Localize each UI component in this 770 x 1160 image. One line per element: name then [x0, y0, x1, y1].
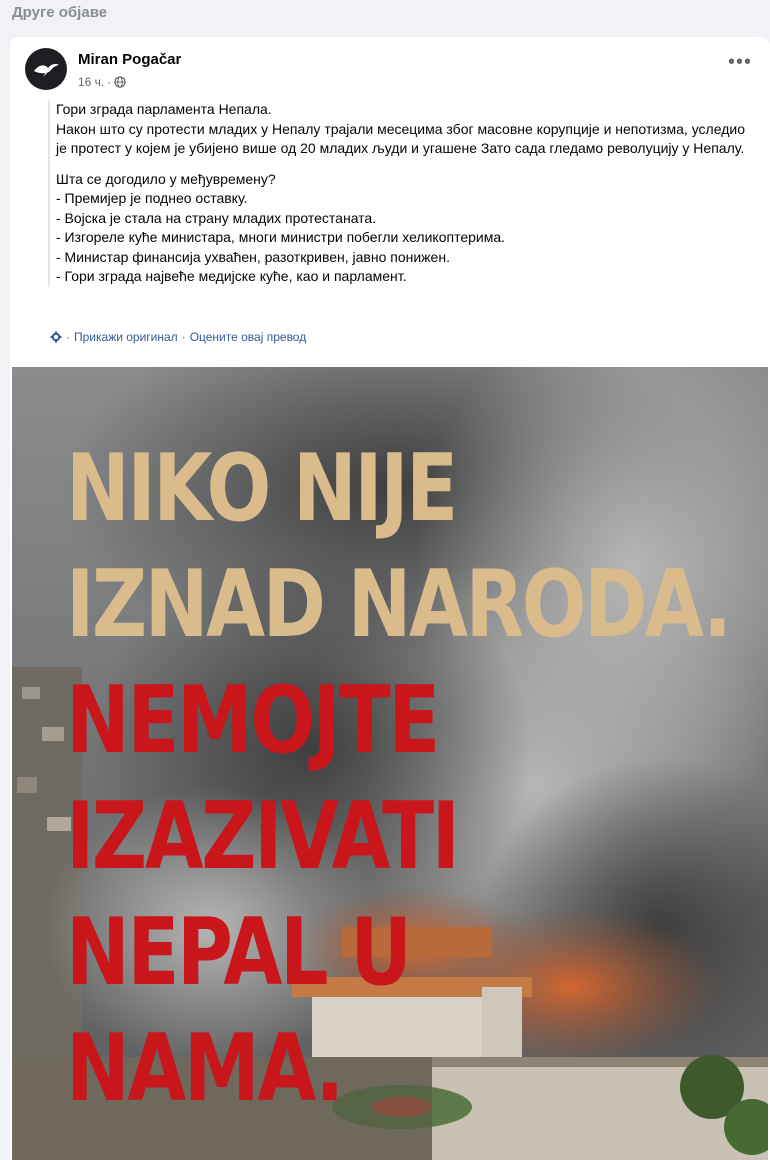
avatar[interactable]	[25, 48, 67, 90]
post-header	[10, 37, 770, 99]
post-text	[48, 100, 756, 287]
slogan-line-2: IZNAD NARODA.	[66, 550, 730, 658]
slogan-line-3: NEMOJTE	[66, 666, 438, 774]
list-item: - Премијер је поднео оставку.	[56, 190, 248, 206]
list-item: - Изгореле куће министара, многи министри побегли хеликоптерима.	[56, 229, 506, 245]
gear-icon	[50, 331, 62, 343]
list-item: - Војска је стала на страну младих протестаната.	[56, 209, 377, 226]
list-item: - Гори зграда највеће медијске куће, као и парламент.	[56, 268, 407, 284]
meta-separator: ·	[107, 75, 112, 89]
slogan-line-4: IZAZIVATI	[66, 782, 458, 890]
show-original-link[interactable]: Прикажи оригинал	[74, 330, 178, 344]
post-card	[10, 37, 770, 1160]
bird-logo-icon	[32, 59, 60, 79]
more-options-button[interactable]: •••	[727, 51, 752, 73]
translation-row: · Прикажи оригинал · Оцените овај превод	[50, 330, 306, 344]
rate-translation-link[interactable]: Оцените овај превод	[189, 330, 307, 344]
list-item: - Министар финансија ухваћен, разоткривен, јавно понижен.	[56, 248, 450, 265]
post-time[interactable]: 16 ч.	[78, 75, 105, 89]
list-heading: Шта се догодило у међувремену?	[56, 170, 276, 187]
post-paragraph-2: Након што су протести младих у Непалу трајали месецима због масовне корупције и непотизма, уследио је протест у којем је убијено више од 20 младих људи и угашене Зато сада гледамо револуцију у Непалу.	[56, 120, 745, 156]
section-label: Друге објаве	[12, 4, 108, 21]
globe-icon	[114, 76, 126, 88]
slogan-line-1: NIKO NIJE	[66, 434, 456, 542]
author-name[interactable]: Miran Pogačar	[78, 51, 182, 68]
post-meta	[78, 75, 126, 89]
slogan-line-5: NEPAL U	[66, 898, 410, 1006]
image-slogan	[66, 430, 729, 1126]
post-image[interactable]	[12, 367, 768, 1160]
post-paragraph-1: Гори зграда парламента Непала.	[56, 101, 272, 117]
slogan-line-6: NAMA.	[66, 1014, 342, 1122]
